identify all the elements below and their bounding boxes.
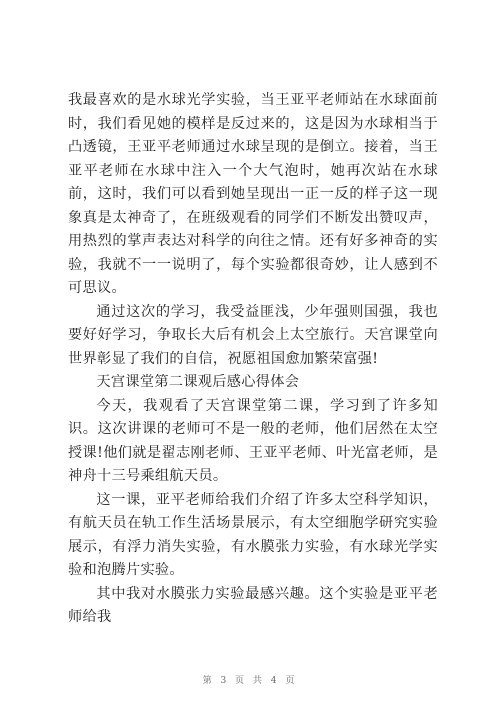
page-number-footer: 第 3 页 共 4 页 — [202, 676, 298, 686]
section-heading: 天宫课堂第二课观后感心得体会 — [96, 374, 300, 390]
paragraph-water-film-experiment: 其中我对水膜张力实验最感兴趣。这个实验是亚平老师给我 — [68, 585, 438, 625]
paragraph-learning-reflection: 通过这次的学习，我受益匪浅，少年强则国强，我也要好好学习，争取长大后有机会上太空旅行。天宫课堂向世界彰显了我们的自信，祝愿祖国愈加繁荣富强! — [68, 303, 438, 367]
document-body — [68, 89, 438, 630]
paragraph-lesson-content: 这一课，亚平老师给我们介绍了许多太空科学知识，有航天员在轨工作生活场景展示，有太空细胞学研究实验展示，有浮力消失实验，有水膜张力实验，有水球光学实验和泡腾片实验。 — [68, 491, 438, 578]
paragraph-lesson-intro: 今天，我观看了天宫课堂第二课，学习到了许多知识。这次讲课的老师可不是一般的老师，他们居然在太空授课!他们就是翟志刚老师、王亚平老师、叶光富老师，是神舟十三号乘组航天员。 — [68, 397, 438, 484]
paragraph-water-ball-experiment: 我最喜欢的是水球光学实验，当王亚平老师站在水球面前时，我们看见她的模样是反过来的，这是因为水球相当于凸透镜，王亚平老师通过水球呈现的是倒立。接着，当王亚平老师在水球中注入一个大气泡时，她再次站在水球前，这时，我们可以看到她呈现出一正一反的样子这一现象真是太神奇了，在班级观看的同学们不断发出赞叹声，用热烈的掌声表达对科学的向往之情。还有好多神奇的实验，我就不一一说明了，每个实验都很奇妙，让人感到不可思议。 — [68, 92, 438, 296]
